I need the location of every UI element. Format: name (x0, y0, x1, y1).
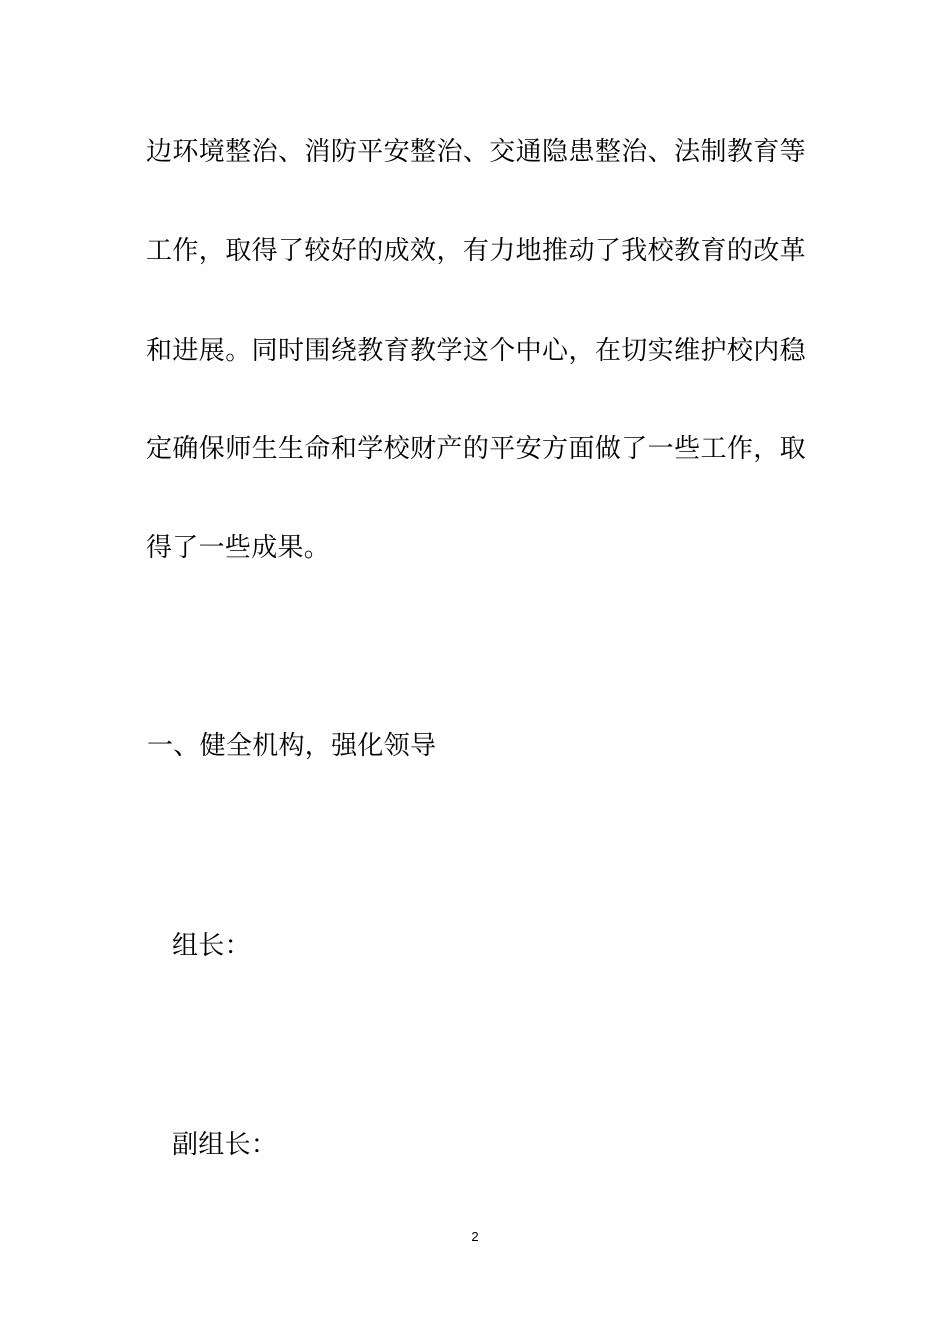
group-leader-label: 组长： (172, 931, 251, 961)
paragraph-line-3: 和进展。同时围绕教育教学这个中心，在切实维护校内稳 (146, 336, 806, 366)
paragraph-line-5: 得了一些成果。 (146, 533, 331, 563)
page-number: 2 (471, 1229, 479, 1244)
deputy-leader-label: 副组长： (172, 1130, 278, 1160)
paragraph-line-1: 边环境整治、消防平安整治、交通隐患整治、法制教育等 (146, 137, 806, 167)
paragraph-line-2: 工作，取得了较好的成效，有力地推动了我校教育的改革 (146, 236, 806, 266)
section-heading: 一、健全机构，强化领导 (147, 731, 437, 761)
paragraph-line-4: 定确保师生生命和学校财产的平安方面做了一些工作，取 (146, 434, 806, 464)
